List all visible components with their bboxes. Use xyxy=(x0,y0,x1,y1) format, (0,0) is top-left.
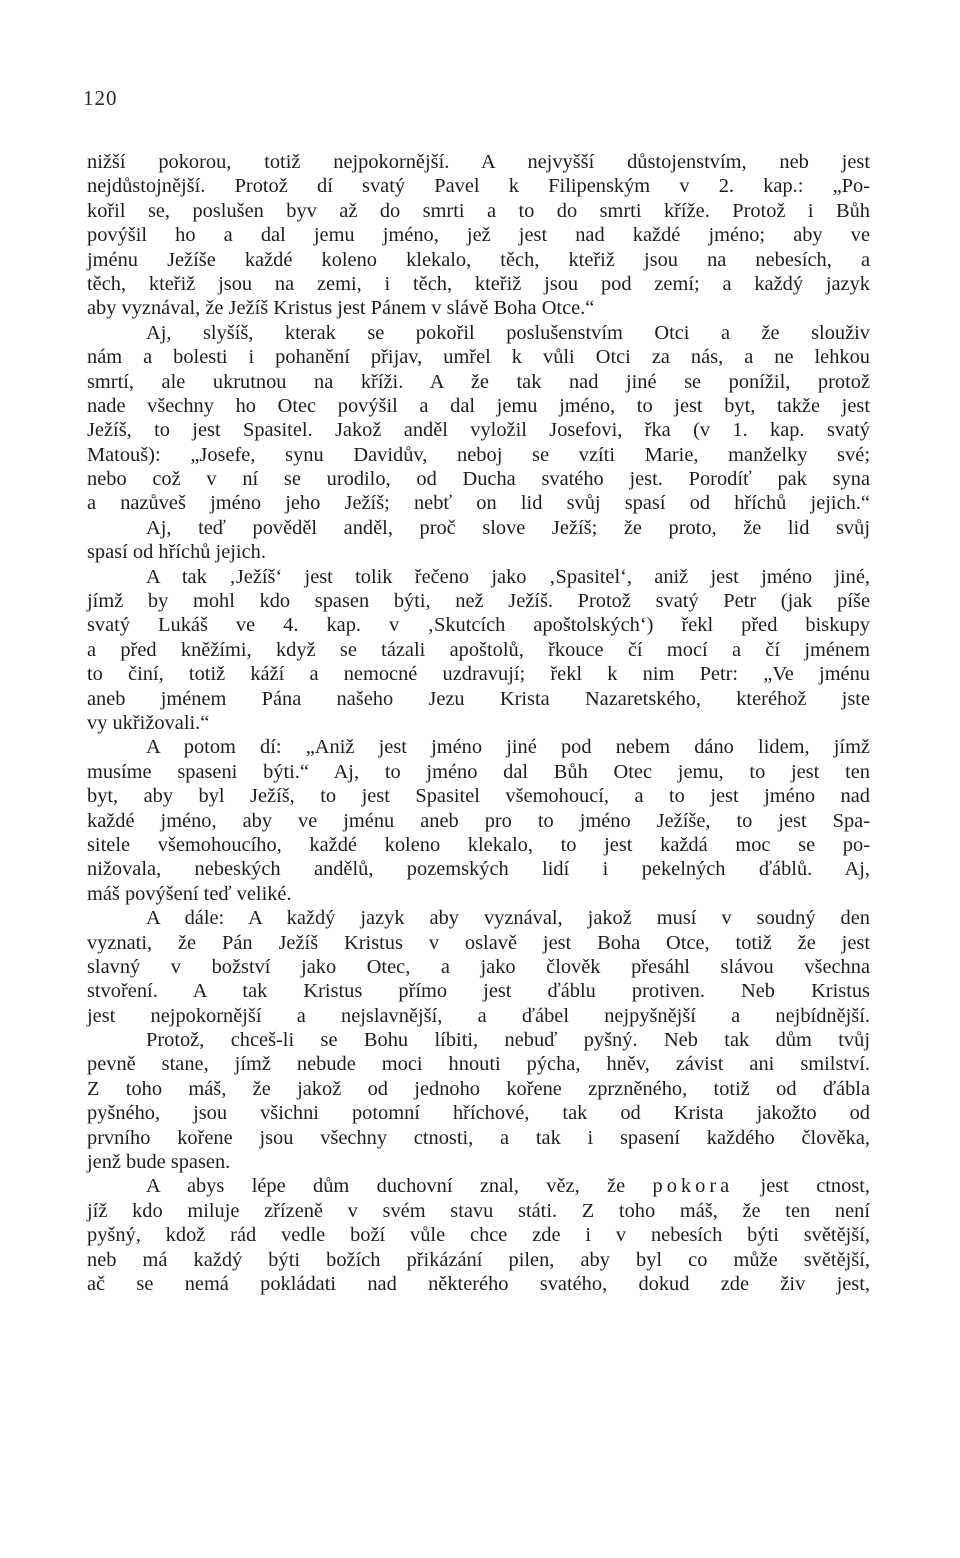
text-line: A potom dí: „Aniž jest jméno jiné pod nebem dáno lidem, jímž xyxy=(146,736,870,759)
text-line-spaced xyxy=(87,1174,870,1198)
text-line: nejdůstojnější. Protož dí svatý Pavel k Filipenským v 2. kap.: „Po- xyxy=(87,175,870,198)
text-line: těch, kteřiž jsou na zemi, i těch, kteřiž jsou pod zemí; a každý jazyk xyxy=(87,272,870,295)
text-line: nižovala, nebeských andělů, pozemských lidí i pekelných ďáblů. Aj, xyxy=(87,858,870,881)
text-line: svatý Lukáš ve 4. kap. v ‚Skutcích apoštolských‘) řekl před biskupy xyxy=(87,614,870,637)
text-line: aby vyznával, že Ježíš Kristus jest Pánem v slávě Boha Otce.“ xyxy=(87,297,595,320)
text-line: nade všechny ho Otec povýšil a dal jemu jméno, to jest byt, takže jest xyxy=(87,394,870,417)
text-line: nižší pokorou, totiž nejpokornější. A nejvyšší důstojenstvím, neb jest xyxy=(87,151,870,173)
text-body xyxy=(87,150,870,1296)
text-line: aneb jménem Pána našeho Jezu Krista Nazaretského, kteréhož jste xyxy=(87,687,870,710)
text-line: Aj, slyšíš, kterak se pokořil poslušenstvím Otci a že slouživ xyxy=(146,321,870,344)
text-line: vy ukřižovali.“ xyxy=(87,711,210,734)
text-line: jímž by mohl kdo spasen býti, než Ježíš. Protož svatý Petr (jak píše xyxy=(87,590,870,613)
text-line: pevně stane, jímž nebude moci hnouti pýcha, hněv, závist ani smilství. xyxy=(87,1053,870,1076)
text-line: povýšil ho a dal jemu jméno, jež jest nad každé jméno; aby ve xyxy=(87,224,870,247)
text-line: jménu Ježíše každé koleno klekalo, těch, kteřiž jsou na nebesích, a xyxy=(87,248,870,271)
text-line: jenž bude spasen. xyxy=(87,1151,231,1174)
text-line: spasí od hříchů jejich. xyxy=(87,541,266,564)
text-line: nám a bolesti i pohanění přijav, umřel k vůli Otci za nás, a ne lehkou xyxy=(87,346,870,369)
text-line: Protož, chceš-li se Bohu líbiti, nebuď pyšný. Neb tak dům tvůj xyxy=(146,1029,870,1052)
text-line: smrtí, ale ukrutnou na kříži. A že tak nad jiné se ponížil, protož xyxy=(87,370,870,393)
text-fragment: jest ctnost, xyxy=(760,1175,871,1198)
text-line: Aj, teď pověděl anděl, proč slove Ježíš; že proto, že lid svůj xyxy=(146,516,870,539)
text-line: každé jméno, aby ve jménu aneb pro to jméno Ježíše, to jest Spa- xyxy=(87,809,870,832)
text-line: kořil se, poslušen byv až do smrti a to do smrti kříže. Protož i Bůh xyxy=(87,199,870,222)
text-line: pyšný, kdož rád vedle boží vůle chce zde i v nebesích býti světější, xyxy=(87,1224,870,1247)
text-line: byt, aby byl Ježíš, to jest Spasitel všemohoucí, a to jest jméno nad xyxy=(87,785,870,808)
text-line: jíž kdo miluje zřízeně v svém stavu státi. Z toho máš, že ten není xyxy=(87,1199,870,1222)
text-line: stvoření. A tak Kristus přímo jest ďáblu protiven. Neb Kristus xyxy=(87,980,870,1003)
text-line: a před kněžími, když se tázali apoštolů, řkouce čí mocí a čí jménem xyxy=(87,638,870,661)
text-line: prvního kořene jsou všechny ctnosti, a tak i spasení každého člověka, xyxy=(87,1126,870,1149)
emphasized-word: pokora xyxy=(652,1175,734,1198)
text-line: nebo což v ní se urodilo, od Ducha svatého jest. Porodíť pak syna xyxy=(87,468,870,491)
text-line: Z toho máš, že jakož od jednoho kořene zprzněného, totiž od ďábla xyxy=(87,1077,870,1100)
text-line: to činí, totiž káží a nemocné uzdravují; řekl k nim Petr: „Ve jménu xyxy=(87,663,870,686)
text-line: musíme spaseni býti.“ Aj, to jméno dal Bůh Otec jemu, to jest ten xyxy=(87,760,870,783)
text-line: A tak ‚Ježíš‘ jest tolik řečeno jako ‚Spasitel‘, aniž jest jméno jiné, xyxy=(146,565,870,588)
text-line: A dále: A každý jazyk aby vyznával, jakož musí v soudný den xyxy=(146,907,870,930)
text-line: neb má každý býti božích přikázání pilen, aby byl co může světější, xyxy=(87,1248,870,1271)
text-line: ač se nemá pokládati nad některého svatého, dokud zde živ jest, xyxy=(87,1272,870,1295)
text-line: sitele všemohoucího, každé koleno klekalo, to jest každá moc se po- xyxy=(87,833,870,856)
page-number: 120 xyxy=(83,86,118,110)
text-line: vyznati, že Pán Ježíš Kristus v oslavě jest Boha Otce, totiž že jest xyxy=(87,931,870,954)
text-line: pyšného, jsou všichni potomní hříchové, tak od Krista jakožto od xyxy=(87,1102,870,1125)
text-line: Ježíš, to jest Spasitel. Jakož anděl vyložil Josefovi, řka (v 1. kap. svatý xyxy=(87,419,870,442)
text-line: a nazůveš jméno jeho Ježíš; nebť on lid svůj spasí od hříchů jejich.“ xyxy=(87,492,870,515)
text-line: slavný v božství jako Otec, a jako člověk přesáhl slávou všechna xyxy=(87,955,870,978)
text-fragment: A abys lépe dům duchovní znal, věz, že xyxy=(146,1175,626,1198)
text-line: Matouš): „Josefe, synu Davidův, neboj se vzíti Marie, manželky své; xyxy=(87,443,870,466)
text-line: jest nejpokornější a nejslavnější, a ďábel nejpyšnější a nejbídnější. xyxy=(87,1004,870,1027)
text-line: máš povýšení teď veliké. xyxy=(87,882,292,905)
